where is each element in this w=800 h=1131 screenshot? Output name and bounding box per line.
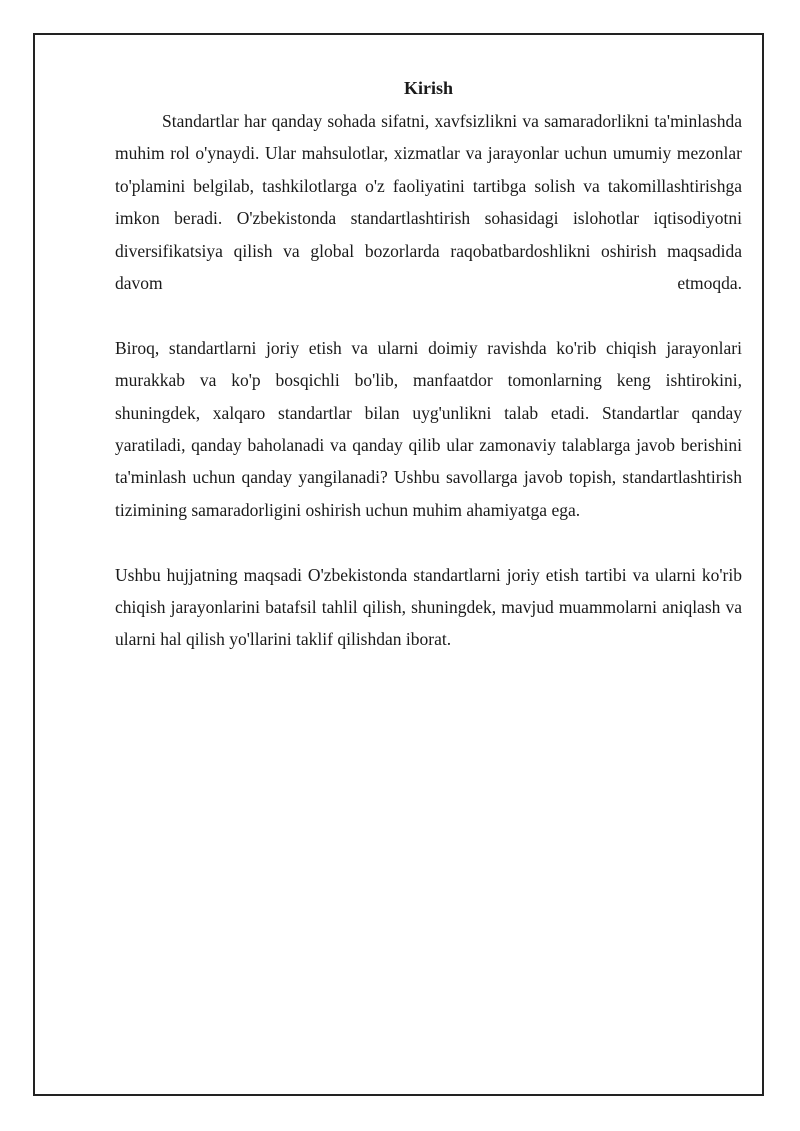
paragraph-challenges: Biroq, standartlarni joriy etish va ularni doimiy ravishda ko'rib chiqish jarayonlari murakkab va ko'p bosqichli bo'lib, manfaatdor tomonlarning keng ishtirokini, shuningdek, xalqaro standartlar bilan uyg'unlikni talab etadi. Standartlar qanday yaratiladi, qanday baholanadi va qanday qilib ular zamonaviy talablarga javob berishini ta'minlash uchun qanday yangilanadi? Ushbu savollarga javob topish, standartlashtirish tizimining samaradorligini oshirish uchun muhim ahamiyatga ega. — [115, 337, 742, 520]
paragraph-intro: Standartlar har qanday sohada sifatni, xavfsizlikni va samaradorlikni ta'minlashda muhim rol o'ynaydi. Ular mahsulotlar, xizmatlar va jarayonlar uchun umumiy mezonlar to'plamini belgilab, tashkilotlarga o'z faoliyatini tartibga solish va takomillashtirishga imkon beradi. O'zbekistonda standartlashtirish sohasidagi islohotlar iqtisodiyotni diversifikatsiya qilish va global bozorlarda raqobatbardoshlikni oshirish maqsadida davom etmoqda. — [115, 111, 742, 294]
paragraph-spacer — [115, 299, 742, 331]
paragraph-purpose: Ushbu hujjatning maqsadi O'zbekistonda standartlarni joriy etish tartibi va ularni ko'rib chiqish jarayonlarini batafsil tahlil qilish, shuningdek, mavjud muammolarni aniqlash va ularni hal qilish yo'llarini taklif qilishdan iborat. — [115, 564, 742, 650]
paragraph-spacer — [115, 526, 742, 558]
document-title: Kirish — [403, 78, 453, 98]
document-body — [115, 76, 742, 656]
